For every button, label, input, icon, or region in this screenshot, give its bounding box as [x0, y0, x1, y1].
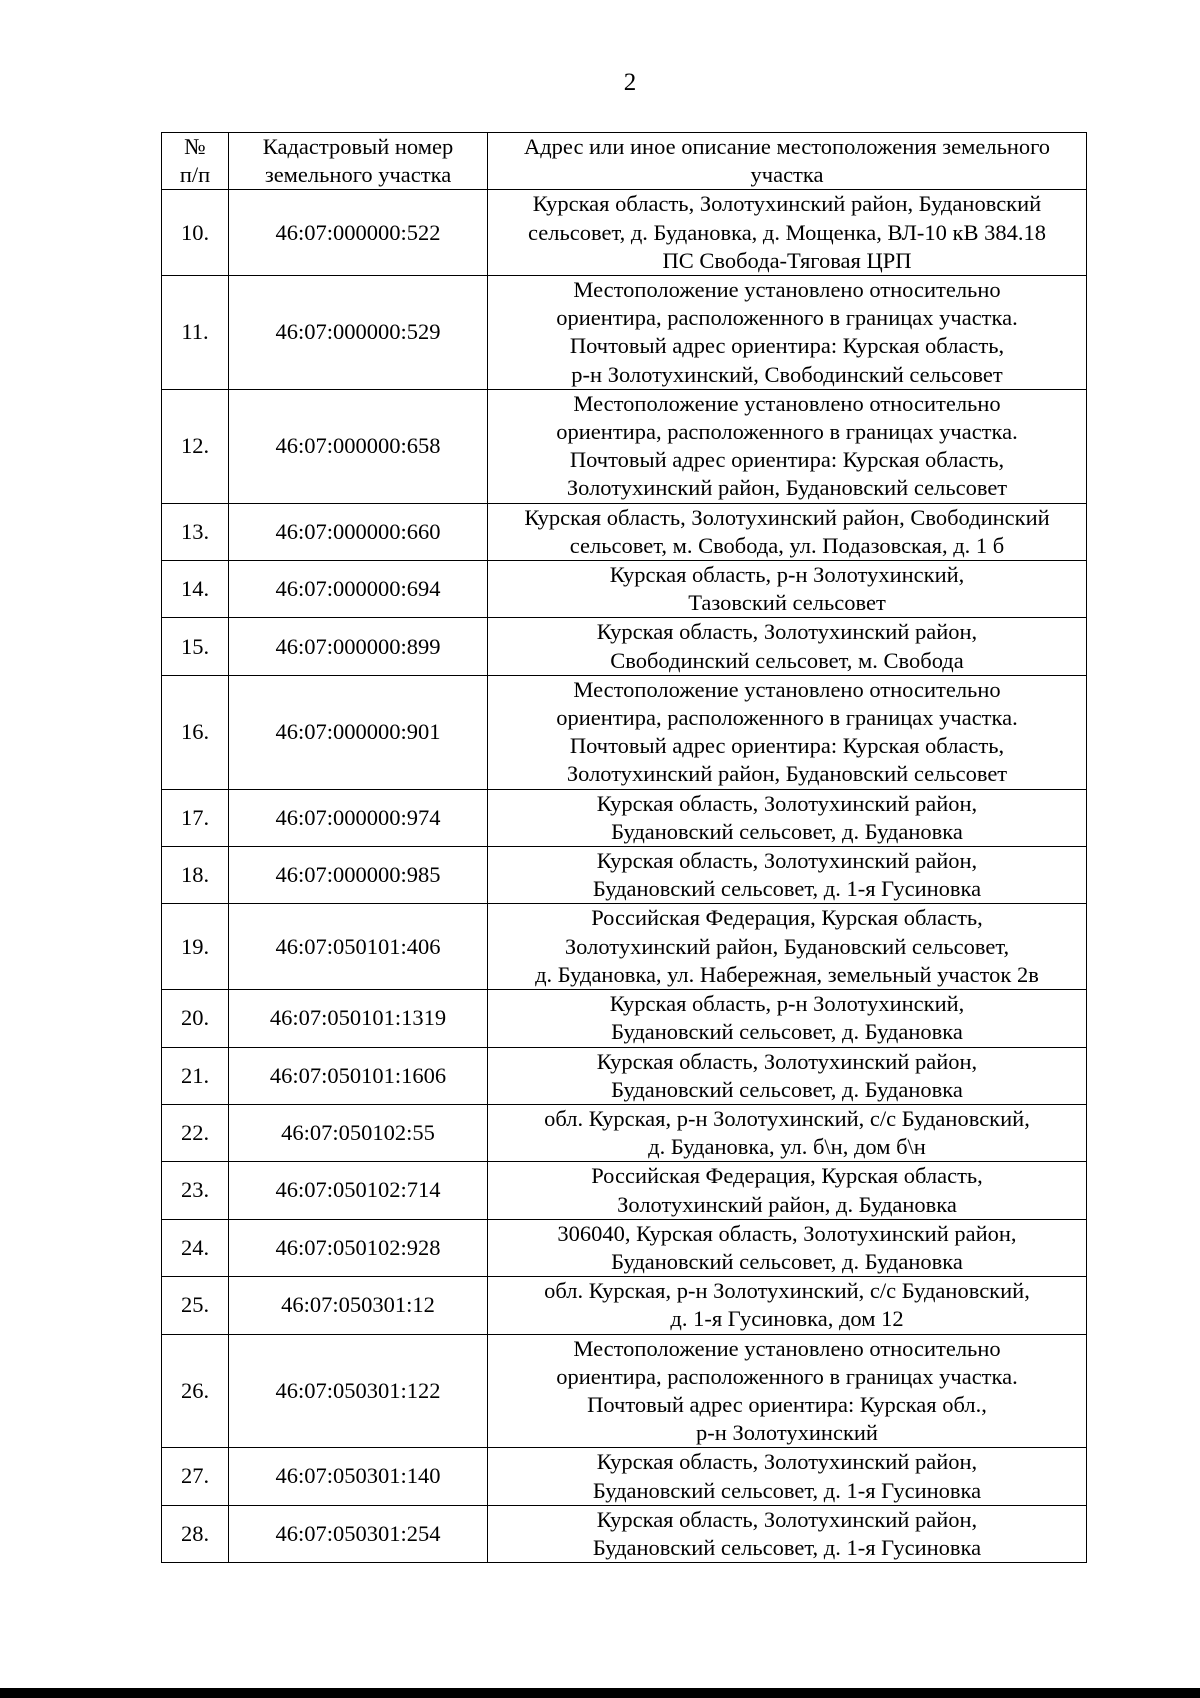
table-row: [162, 789, 1087, 846]
table-row: [162, 1047, 1087, 1104]
address-line: ориентира, расположенного в границах участка.: [556, 305, 1018, 331]
address-cell: [488, 190, 1087, 276]
address-line: Будановский сельсовет, д. Будановка: [611, 1019, 963, 1045]
address-cell: [488, 990, 1087, 1047]
address-cell: [488, 1277, 1087, 1334]
address-cell: [488, 1104, 1087, 1161]
header-cadastral-line: земельного участка: [264, 162, 452, 188]
row-number: 21.: [162, 1047, 229, 1104]
header-address: [488, 133, 1087, 190]
table-row: [162, 190, 1087, 276]
address-line: д. Будановка, ул. Набережная, земельный участок 2в: [535, 961, 1039, 987]
header-num-line: №: [184, 134, 206, 159]
address-line: Золотухинский район, Будановский сельсовет: [566, 761, 1008, 787]
address-cell: [488, 1448, 1087, 1505]
address-line: Тазовский сельсовет: [688, 590, 886, 616]
cadastral-number: 46:07:050101:1606: [229, 1047, 488, 1104]
address-line: сельсовет, д. Будановка, д. Мощенка, ВЛ-10 кВ 384.18: [528, 219, 1046, 245]
address-line: обл. Курская, р-н Золотухинский, с/с Будановский,: [544, 1105, 1030, 1131]
table-row: [162, 1277, 1087, 1334]
row-number: 16.: [162, 675, 229, 789]
row-number: 22.: [162, 1104, 229, 1161]
table-row: [162, 1162, 1087, 1219]
cadastral-number: 46:07:000000:985: [229, 847, 488, 904]
address-line: Будановский сельсовет, д. 1-я Гусиновка: [592, 1477, 982, 1503]
header-num: [162, 133, 229, 190]
address-line: Будановский сельсовет, д. Будановка: [611, 1076, 963, 1102]
cadastral-number: 46:07:050101:406: [229, 904, 488, 990]
address-line: Местоположение установлено относительно: [573, 1335, 1001, 1361]
page-number: 2: [623, 69, 637, 96]
address-line: Золотухинский район, Будановский сельсовет,: [564, 933, 1010, 959]
cadastral-number: 46:07:000000:522: [229, 190, 488, 276]
table-row: [162, 1334, 1087, 1448]
table-row: [162, 389, 1087, 503]
cadastral-number: 46:07:000000:529: [229, 276, 488, 390]
table-row: [162, 618, 1087, 675]
row-number: 13.: [162, 503, 229, 560]
cadastral-number: 46:07:000000:658: [229, 389, 488, 503]
table-row: [162, 1505, 1087, 1562]
address-line: Курская область, Золотухинский район, Будановский: [532, 191, 1042, 217]
address-line: Будановский сельсовет, д. 1-я Гусиновка: [592, 1534, 982, 1560]
address-cell: [488, 1047, 1087, 1104]
address-cell: [488, 561, 1087, 618]
land-plots-table: [161, 132, 1087, 1563]
address-line: обл. Курская, р-н Золотухинский, с/с Будановский,: [544, 1278, 1030, 1304]
cadastral-number: 46:07:050301:122: [229, 1334, 488, 1448]
address-line: Курская область, Золотухинский район,: [596, 1506, 978, 1532]
table-header-row: [162, 133, 1087, 190]
address-line: ПС Свобода-Тяговая ЦРП: [662, 247, 912, 273]
address-cell: [488, 503, 1087, 560]
address-line: р-н Золотухинский, Свободинский сельсовет: [571, 361, 1003, 387]
address-line: Курская область, Золотухинский район, Свободинский: [524, 504, 1050, 530]
cadastral-number: 46:07:000000:899: [229, 618, 488, 675]
table-row: [162, 847, 1087, 904]
address-line: Курская область, Золотухинский район,: [596, 1048, 978, 1074]
cadastral-number: 46:07:000000:694: [229, 561, 488, 618]
cadastral-number: 46:07:050102:55: [229, 1104, 488, 1161]
address-line: ориентира, расположенного в границах участка.: [556, 705, 1018, 731]
address-line: Местоположение установлено относительно: [573, 676, 1001, 702]
cadastral-number: 46:07:050301:12: [229, 1277, 488, 1334]
row-number: 15.: [162, 618, 229, 675]
address-line: Курская область, Золотухинский район,: [596, 1449, 978, 1475]
address-line: Будановский сельсовет, д. Будановка: [611, 1248, 963, 1274]
header-num-line: п/п: [179, 162, 211, 188]
address-cell: [488, 1505, 1087, 1562]
table-row: [162, 1219, 1087, 1276]
address-line: Почтовый адрес ориентира: Курская область,: [569, 447, 1005, 473]
address-line: Курская область, р-н Золотухинский,: [609, 562, 965, 588]
header-address-line: Адрес или иное описание местоположения земельного: [523, 134, 1051, 159]
table-row: [162, 561, 1087, 618]
cadastral-number: 46:07:000000:974: [229, 789, 488, 846]
address-line: Российская Федерация, Курская область,: [591, 1163, 983, 1189]
address-line: Почтовый адрес ориентира: Курская область,: [569, 333, 1005, 359]
row-number: 10.: [162, 190, 229, 276]
row-number: 26.: [162, 1334, 229, 1448]
cadastral-number: 46:07:050102:928: [229, 1219, 488, 1276]
address-line: сельсовет, м. Свобода, ул. Подазовская, д. 1 б: [569, 532, 1005, 558]
row-number: 11.: [162, 276, 229, 390]
address-line: Местоположение установлено относительно: [573, 277, 1001, 303]
address-cell: [488, 1219, 1087, 1276]
row-number: 20.: [162, 990, 229, 1047]
table-row: [162, 990, 1087, 1047]
address-line: Свободинский сельсовет, м. Свобода: [610, 647, 964, 673]
cadastral-number: 46:07:050301:254: [229, 1505, 488, 1562]
address-line: 306040, Курская область, Золотухинский район,: [557, 1220, 1017, 1246]
row-number: 23.: [162, 1162, 229, 1219]
header-cadastral: [229, 133, 488, 190]
table-row: [162, 675, 1087, 789]
address-cell: [488, 389, 1087, 503]
address-line: Будановский сельсовет, д. Будановка: [611, 818, 963, 844]
address-cell: [488, 276, 1087, 390]
address-line: д. 1-я Гусиновка, дом 12: [670, 1306, 904, 1332]
address-line: ориентира, расположенного в границах участка.: [556, 1363, 1018, 1389]
cadastral-number: 46:07:050101:1319: [229, 990, 488, 1047]
address-line: Местоположение установлено относительно: [573, 390, 1001, 416]
address-cell: [488, 675, 1087, 789]
row-number: 24.: [162, 1219, 229, 1276]
address-line: Будановский сельсовет, д. 1-я Гусиновка: [592, 876, 982, 902]
address-cell: [488, 789, 1087, 846]
table-body: [162, 190, 1087, 1563]
cadastral-number: 46:07:000000:901: [229, 675, 488, 789]
address-line: Российская Федерация, Курская область,: [591, 905, 983, 931]
row-number: 28.: [162, 1505, 229, 1562]
row-number: 25.: [162, 1277, 229, 1334]
header-address-line: участка: [750, 162, 824, 188]
row-number: 19.: [162, 904, 229, 990]
address-cell: [488, 904, 1087, 990]
address-line: Курская область, Золотухинский район,: [596, 790, 978, 816]
row-number: 17.: [162, 789, 229, 846]
address-cell: [488, 1162, 1087, 1219]
address-cell: [488, 847, 1087, 904]
scan-edge-bar: [0, 1688, 1200, 1698]
address-cell: [488, 1334, 1087, 1448]
cadastral-number: 46:07:050102:714: [229, 1162, 488, 1219]
cadastral-number: 46:07:050301:140: [229, 1448, 488, 1505]
address-line: Золотухинский район, Будановский сельсовет: [566, 475, 1008, 501]
address-line: Курская область, Золотухинский район,: [596, 848, 978, 874]
table-row: [162, 1104, 1087, 1161]
table-row: [162, 276, 1087, 390]
address-line: Почтовый адрес ориентира: Курская область,: [569, 733, 1005, 759]
table-row: [162, 1448, 1087, 1505]
row-number: 14.: [162, 561, 229, 618]
table-row: [162, 904, 1087, 990]
address-line: ориентира, расположенного в границах участка.: [556, 419, 1018, 445]
cadastral-number: 46:07:000000:660: [229, 503, 488, 560]
address-line: д. Будановка, ул. б\н, дом б\н: [648, 1134, 926, 1160]
row-number: 12.: [162, 389, 229, 503]
address-cell: [488, 618, 1087, 675]
address-line: Курская область, р-н Золотухинский,: [609, 991, 965, 1017]
address-line: р-н Золотухинский: [696, 1420, 878, 1446]
header-cadastral-line: Кадастровый номер: [262, 134, 454, 159]
row-number: 27.: [162, 1448, 229, 1505]
row-number: 18.: [162, 847, 229, 904]
table-row: [162, 503, 1087, 560]
address-line: Курская область, Золотухинский район,: [596, 619, 978, 645]
address-line: Почтовый адрес ориентира: Курская обл.,: [587, 1391, 987, 1417]
address-line: Золотухинский район, д. Будановка: [617, 1191, 957, 1217]
